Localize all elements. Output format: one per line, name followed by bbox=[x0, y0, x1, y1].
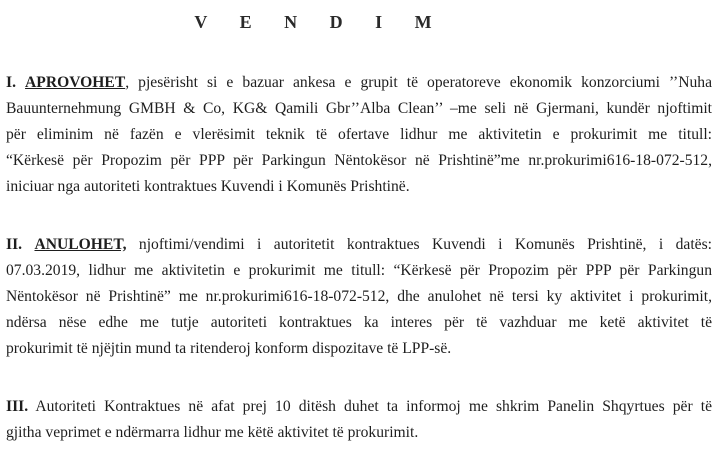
section-anulohet bbox=[6, 232, 712, 362]
section-line: iniciuar nga autoriteti kontraktues Kuvendi i Komunës Prishtinë. bbox=[6, 178, 410, 195]
section-text: Autoriteti Kontraktues në afat prej 10 ditësh duhet ta informoj me shkrim Panelin Shqyrtues për të bbox=[28, 398, 712, 415]
section-line: Bauunternehmung GMBH & Co, KG& Qamili Gbr’’Alba Clean’’ –me seli në Gjermani, kundër njoftimit bbox=[6, 100, 712, 117]
section-text: njoftimi/vendimi i autoritetit kontraktues Kuvendi i Komunës Prishtinë, i datës: bbox=[126, 236, 713, 253]
section-line bbox=[6, 70, 712, 96]
section-line: “Kërkesë për Propozim për PPP për Parkingun Nëntokësor në Prishtinë”me nr.prokurimi616-18-072-512, bbox=[6, 152, 712, 169]
section-keyword: ANULOHET, bbox=[34, 236, 127, 253]
section-line: për eliminim në fazën e vlerësimit teknik të ofertave lidhur me aktivitetin e prokurimit me titull: bbox=[6, 126, 712, 143]
section-line: ndërsa nëse edhe me tutje autoriteti kontraktues ka interes për të vazhduar me ketë aktivitet të bbox=[6, 314, 712, 331]
section-line bbox=[6, 232, 712, 258]
section-line bbox=[6, 394, 712, 420]
section-keyword: APROVOHET bbox=[25, 74, 126, 91]
section-number: I. bbox=[6, 74, 16, 91]
section-autoriteti bbox=[6, 394, 712, 446]
section-aprovohet bbox=[6, 70, 712, 200]
section-line: Nëntokësor në Prishtinë” me nr.prokurimi616-18-072-512, dhe anulohet në tersi ky aktivitet i prokurimit, bbox=[6, 288, 712, 305]
section-line: gjitha veprimet e ndërmarra lidhur me këtë aktivitet të prokurimit. bbox=[6, 424, 419, 441]
section-number: II. bbox=[6, 236, 23, 253]
section-number: III. bbox=[6, 398, 29, 415]
document-title: V E N D I M bbox=[194, 12, 446, 32]
section-text: , pjesërisht si e bazuar ankesa e grupit të operatoreve ekonomik konzorciumi ’’Nuha bbox=[125, 74, 712, 91]
section-line: prokurimit të njëjtin mund ta ritenderoj konform dispozitave të LPP-së. bbox=[6, 340, 452, 357]
section-line: 07.03.2019, lidhur me aktivitetin e prokurimit me titull: “Kërkesë për Propozim për PPP për Parkingun bbox=[6, 262, 712, 279]
